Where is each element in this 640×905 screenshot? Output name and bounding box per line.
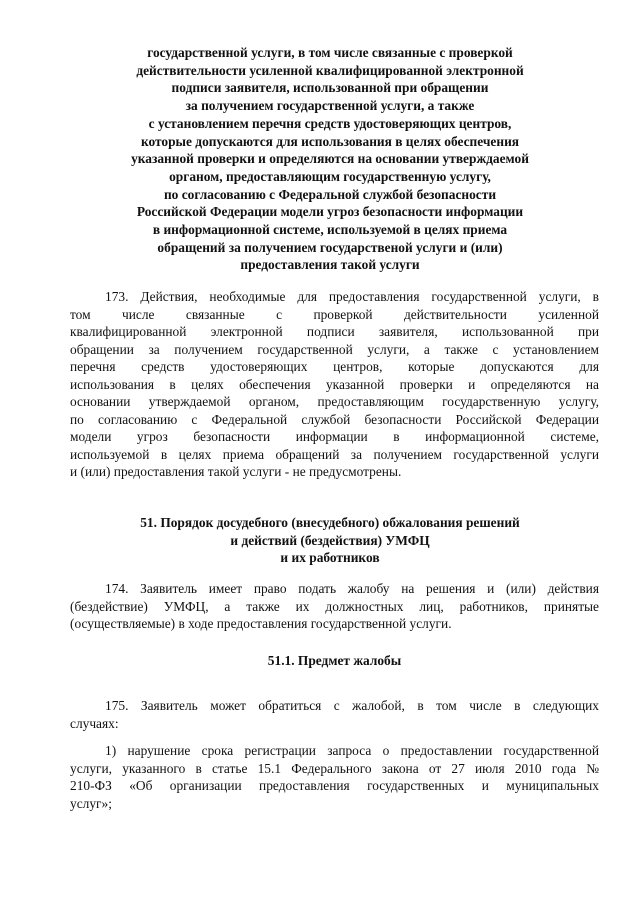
paragraph-line: использования в целях обеспечения указанной проверки и определяются на — [70, 376, 599, 392]
paragraph-174 — [70, 580, 599, 633]
heading-line: действительности усиленной квалифицированной электронной — [136, 62, 524, 78]
paragraph-line: 173. Действия, необходимые для предоставления государственной услуги, в — [105, 289, 599, 304]
paragraph-175 — [70, 697, 599, 732]
paragraph-line: модели угроз безопасности информации в информационной системе, — [70, 429, 599, 444]
list-item-1 — [70, 742, 599, 812]
heading-line: за получением государственной услуги, а также — [185, 98, 475, 114]
heading-line: обращений за получением государственой услуги и (или) — [157, 239, 503, 255]
heading-line: с установлением перечня средств удостоверяющих центров, — [148, 115, 512, 131]
paragraph-line: (бездействие) УМФЦ, а также их должностных лиц, работников, принятые — [70, 598, 599, 614]
section-heading-line: 51. Порядок досудебного (внесудебного) обжалования решений — [140, 515, 520, 530]
paragraph-line: услуги, указанного в статье 15.1 Федерального закона от 27 июля 2010 года № — [70, 760, 599, 776]
paragraph-173 — [70, 288, 599, 481]
paragraph-line: и (или) предоставления такой услуги - не предусмотрены. — [70, 464, 402, 479]
heading-line: в информационной системе, используемой в целях приема — [152, 222, 508, 238]
heading-line: Российской Федерации модели угроз безопасности информации — [136, 204, 524, 220]
heading-line: по согласованию с Федеральной службой безопасности — [163, 186, 497, 202]
paragraph-line: основании утверждаемой органом, предоставляющим государственную услугу, — [70, 394, 599, 409]
paragraph-line: квалифицированной электронной подписи заявителя, использованной при — [70, 324, 599, 339]
paragraph-line: 174. Заявитель имеет право подать жалобу на решения и (или) действия — [105, 581, 599, 596]
paragraph-line: 210-ФЗ «Об организации предоставления государственных и муниципальных — [70, 778, 599, 793]
paragraph-line: услуг»; — [70, 795, 112, 811]
heading-line: подписи заявителя, использованной при обращении — [171, 80, 489, 96]
paragraph-line: том числе связанные с проверкой действительности усиленной — [70, 306, 599, 322]
paragraph-line: 175. Заявитель может обратиться с жалобой, в том числе в следующих — [105, 698, 599, 713]
paragraph-line: по согласованию с Федеральной службой безопасности Российской Федерации — [70, 411, 599, 427]
paragraph-line: (осуществляемые) в ходе предоставления государственной услуги. — [70, 616, 452, 631]
heading-line: которые допускаются для использования в целях обеспечения — [140, 133, 520, 149]
heading-block — [70, 44, 590, 274]
paragraph-line: обращении за получением государственной услуги, а также с установлением — [70, 341, 599, 357]
subsection-title: 51.1. Предмет жалобы — [267, 653, 402, 668]
heading-line: указанной проверки и определяются на основании утверждаемой — [131, 151, 529, 167]
heading-line: предоставления такой услуги — [240, 257, 420, 273]
paragraph-line: перечня средств удостоверяющих центров, которые допускаются для — [70, 359, 599, 374]
section-heading-line: и их работников — [280, 550, 380, 566]
paragraph-line: случаях: — [70, 715, 119, 731]
paragraph-line: 1) нарушение срока регистрации запроса о предоставлении государственной — [105, 743, 599, 758]
heading-line: органом, предоставляющим государственную услугу, — [169, 168, 491, 184]
heading-line: государственной услуги, в том числе связанные с проверкой — [147, 45, 513, 60]
section-51-1-heading — [70, 652, 599, 670]
section-heading-line: и действий (бездействия) УМФЦ — [230, 532, 430, 548]
paragraph-line: используемой в целях приема обращений за получением государственной услуги — [70, 446, 599, 462]
section-51-heading — [70, 514, 590, 567]
